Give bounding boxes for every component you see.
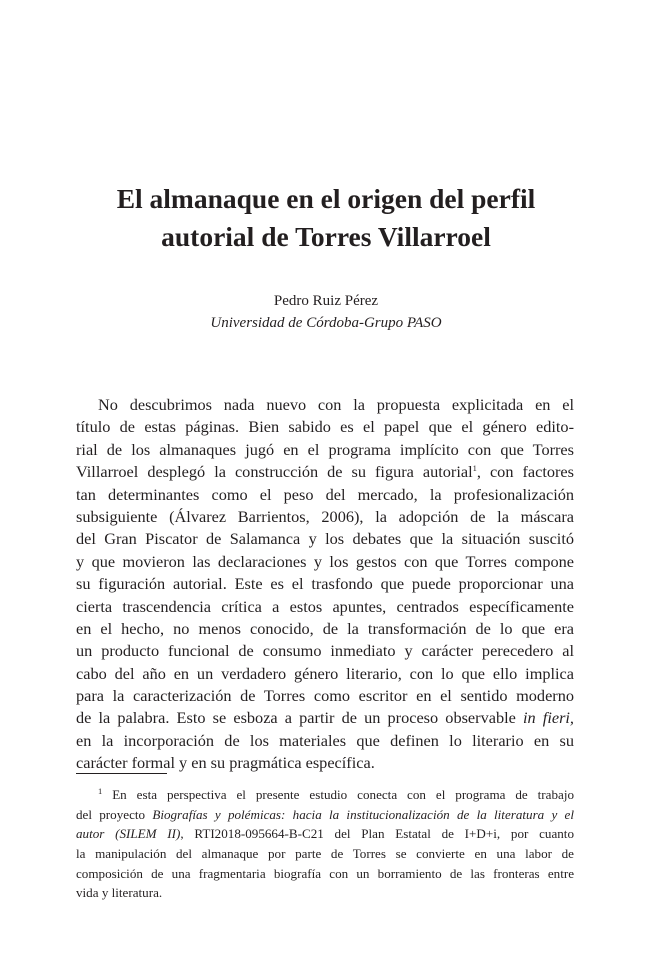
body-line: del Gran Piscator de Salamanca y los debates que la situación suscitó — [76, 529, 574, 549]
body-paragraph — [76, 394, 574, 775]
footnote — [76, 785, 574, 903]
body-line: su figuración autorial. Este es el trasfondo que puede proporcionar una — [76, 574, 574, 594]
body-line — [76, 707, 574, 729]
body-line-text: de la palabra. Esto se esboza a partir de un proceso observable — [76, 708, 523, 728]
body-line: un producto funcional de consumo inmediato y carácter perecedero al — [76, 641, 574, 661]
body-line-text: Villarroel desplegó la construcción de su figura autorial — [76, 462, 473, 482]
author-name: Pedro Ruiz Pérez — [273, 293, 379, 309]
body-line: rial de los almanaques jugó en el programa implícito con que Torres — [76, 439, 574, 459]
body-line: para la caracterización de Torres como escritor en el sentido moderno — [76, 686, 574, 706]
body-line: en el hecho, no menos conocido, de la transformación de lo que era — [76, 618, 574, 638]
title-line: El almanaque en el origen del perfil — [116, 183, 536, 214]
footnote-line: la manipulación del almanaque por parte de Torres se convierte en una labor de — [76, 846, 574, 862]
footnote-text: del proyecto — [76, 806, 153, 822]
body-line: tan determinantes como el peso del mercado, la profesionalización — [76, 484, 574, 504]
footnote-line — [76, 805, 574, 825]
footnote-reference[interactable]: 1 — [472, 463, 477, 474]
article-title — [76, 180, 576, 256]
title-line: autorial de Torres Villarroel — [161, 221, 491, 252]
footnote-line: composición de una fragmentaria biografía con un borramiento de las fronteras entre — [76, 865, 574, 881]
footnote-number: 1 — [98, 786, 103, 796]
italic-term: in fieri, — [522, 708, 575, 728]
body-line: No descubrimos nada nuevo con la propuesta explicitada en el — [98, 395, 574, 414]
footnote-text: , RTI2018-095664-B-C21 del Plan Estatal de I+D+i, por cuanto — [180, 826, 574, 842]
body-line-text: , con factores — [476, 462, 574, 482]
body-line: subsiguiente (Álvarez Barrientos, 2006), la adopción de la máscara — [76, 506, 574, 526]
body-line: cabo del año en un verdadero género literario, con lo que ello implica — [76, 663, 574, 683]
footnote-text: En esta perspectiva el presente estudio conecta con el programa de trabajo — [112, 787, 575, 802]
body-line: en la incorporación de los materiales que definen lo literario en su — [76, 730, 574, 750]
body-line: título de estas páginas. Bien sabido es el papel que el género edito- — [76, 417, 574, 437]
body-line: cierta trascendencia crítica a estos apuntes, centrados específicamente — [76, 596, 574, 616]
body-line: carácter formal y en su pragmática específica. — [76, 753, 375, 773]
footnote-divider — [76, 773, 167, 774]
footnote-line — [76, 824, 574, 844]
author-affiliation: Universidad de Córdoba-Grupo PASO — [210, 315, 442, 331]
footnote-line: vida y literatura. — [76, 885, 163, 901]
footnote-line — [76, 785, 574, 805]
body-line: y que movieron las declaraciones y los gestos con que Torres compone — [76, 551, 574, 571]
footnote-project-title: Biografías y polémicas: hacia la institucionalización de la literatura y el — [152, 806, 574, 822]
body-line — [76, 461, 574, 483]
footnote-project-title: autor (SILEM II) — [76, 826, 181, 842]
